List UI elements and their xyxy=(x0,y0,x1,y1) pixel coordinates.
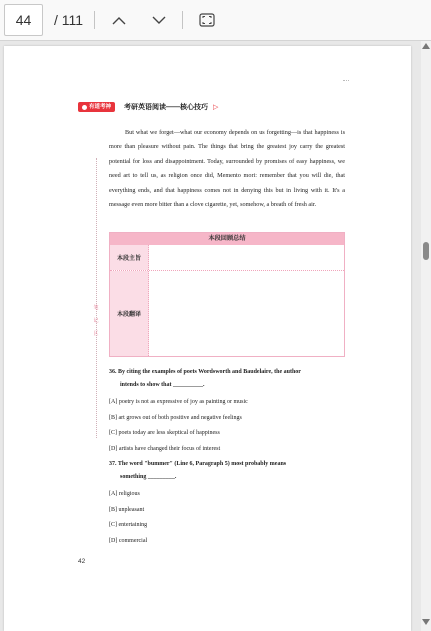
chevron-up-icon xyxy=(112,16,126,25)
answer-option: [A] poetry is not as expressive of joy as painting or music xyxy=(109,399,248,405)
main-idea-label: 本段主旨 xyxy=(110,245,149,270)
notes-margin-line xyxy=(96,158,97,438)
pdf-toolbar xyxy=(0,0,431,41)
review-table-title: 本段回顾总结 xyxy=(110,233,344,245)
next-page-button[interactable] xyxy=(146,8,172,32)
answer-option: [C] poets today are less skeptical of happiness xyxy=(109,430,220,436)
main-idea-field[interactable] xyxy=(149,245,344,270)
header-arrow-icon: ▷ xyxy=(213,103,219,111)
answer-option: [B] unpleasant xyxy=(109,506,145,513)
fit-page-icon xyxy=(199,13,215,27)
header-title: 考研英语阅读——核心技巧 xyxy=(124,104,209,111)
page-mark xyxy=(343,80,349,81)
page-number: 42 xyxy=(78,558,86,565)
page-total-label: / 111 xyxy=(54,12,84,28)
question-37 xyxy=(109,458,349,484)
toolbar-separator xyxy=(182,11,183,29)
question-36 xyxy=(109,366,349,392)
side-mark: 笔 xyxy=(93,305,99,311)
scroll-down-arrow-icon[interactable] xyxy=(422,619,430,625)
reading-paragraph xyxy=(109,126,345,212)
brand-mark-icon xyxy=(82,105,87,110)
vertical-scrollbar[interactable] xyxy=(421,41,431,631)
question-text-continued: intends to show that __________. xyxy=(120,382,205,388)
question-list xyxy=(109,366,349,549)
chevron-down-icon xyxy=(152,16,166,25)
translation-field[interactable] xyxy=(149,271,344,356)
answer-option: [C] entertaining xyxy=(109,522,148,528)
side-mark: 记 xyxy=(93,318,99,324)
question-text: 36. By citing the examples of poets Wordsworth and Baudelaire, the author xyxy=(109,369,301,375)
translation-row xyxy=(110,271,344,356)
translation-label: 本段翻译 xyxy=(110,271,149,356)
main-idea-row xyxy=(110,245,344,271)
paragraph-text: But what we forget—what our economy depends on us forgetting—is that happiness is more than pleasure without pain. The things that bring the greatest joy carry the greatest potential for loss and disappointment. Today, surrounded by promises of easy happiness, we need art to tell us, as religion once did, Memento mori: remember that you will die, that everything ends, and that happiness comes not in denying this but in living with it. It's a message even more bitter than a clove cigarette, yet, somehow, a breath of fresh air. xyxy=(109,129,345,209)
answer-option: [B] art grows out of both positive and negative feelings xyxy=(109,414,242,421)
previous-page-button[interactable] xyxy=(106,8,132,32)
review-summary-table xyxy=(109,232,345,357)
notes-area-label xyxy=(92,302,100,341)
answer-option: [D] commercial xyxy=(109,537,148,544)
answer-option: [D] artists have changed their focus of interest xyxy=(109,445,221,452)
answer-option: [A] religious xyxy=(109,491,140,497)
scrollbar-thumb[interactable] xyxy=(423,242,429,260)
document-page xyxy=(4,46,411,631)
toolbar-separator xyxy=(94,11,95,29)
brand-name: 有道考神 xyxy=(89,104,112,110)
side-mark: 区 xyxy=(93,331,99,337)
brand-logo xyxy=(78,102,115,112)
question-text: 37. The word "bummer" (Line 6, Paragraph 5) most probably means xyxy=(109,461,287,467)
fit-page-button[interactable] xyxy=(194,8,220,32)
page-number-input[interactable]: 44 xyxy=(4,4,43,36)
page-header xyxy=(78,101,218,113)
scroll-up-arrow-icon[interactable] xyxy=(422,43,430,49)
question-text-continued: something _________. xyxy=(120,474,177,480)
